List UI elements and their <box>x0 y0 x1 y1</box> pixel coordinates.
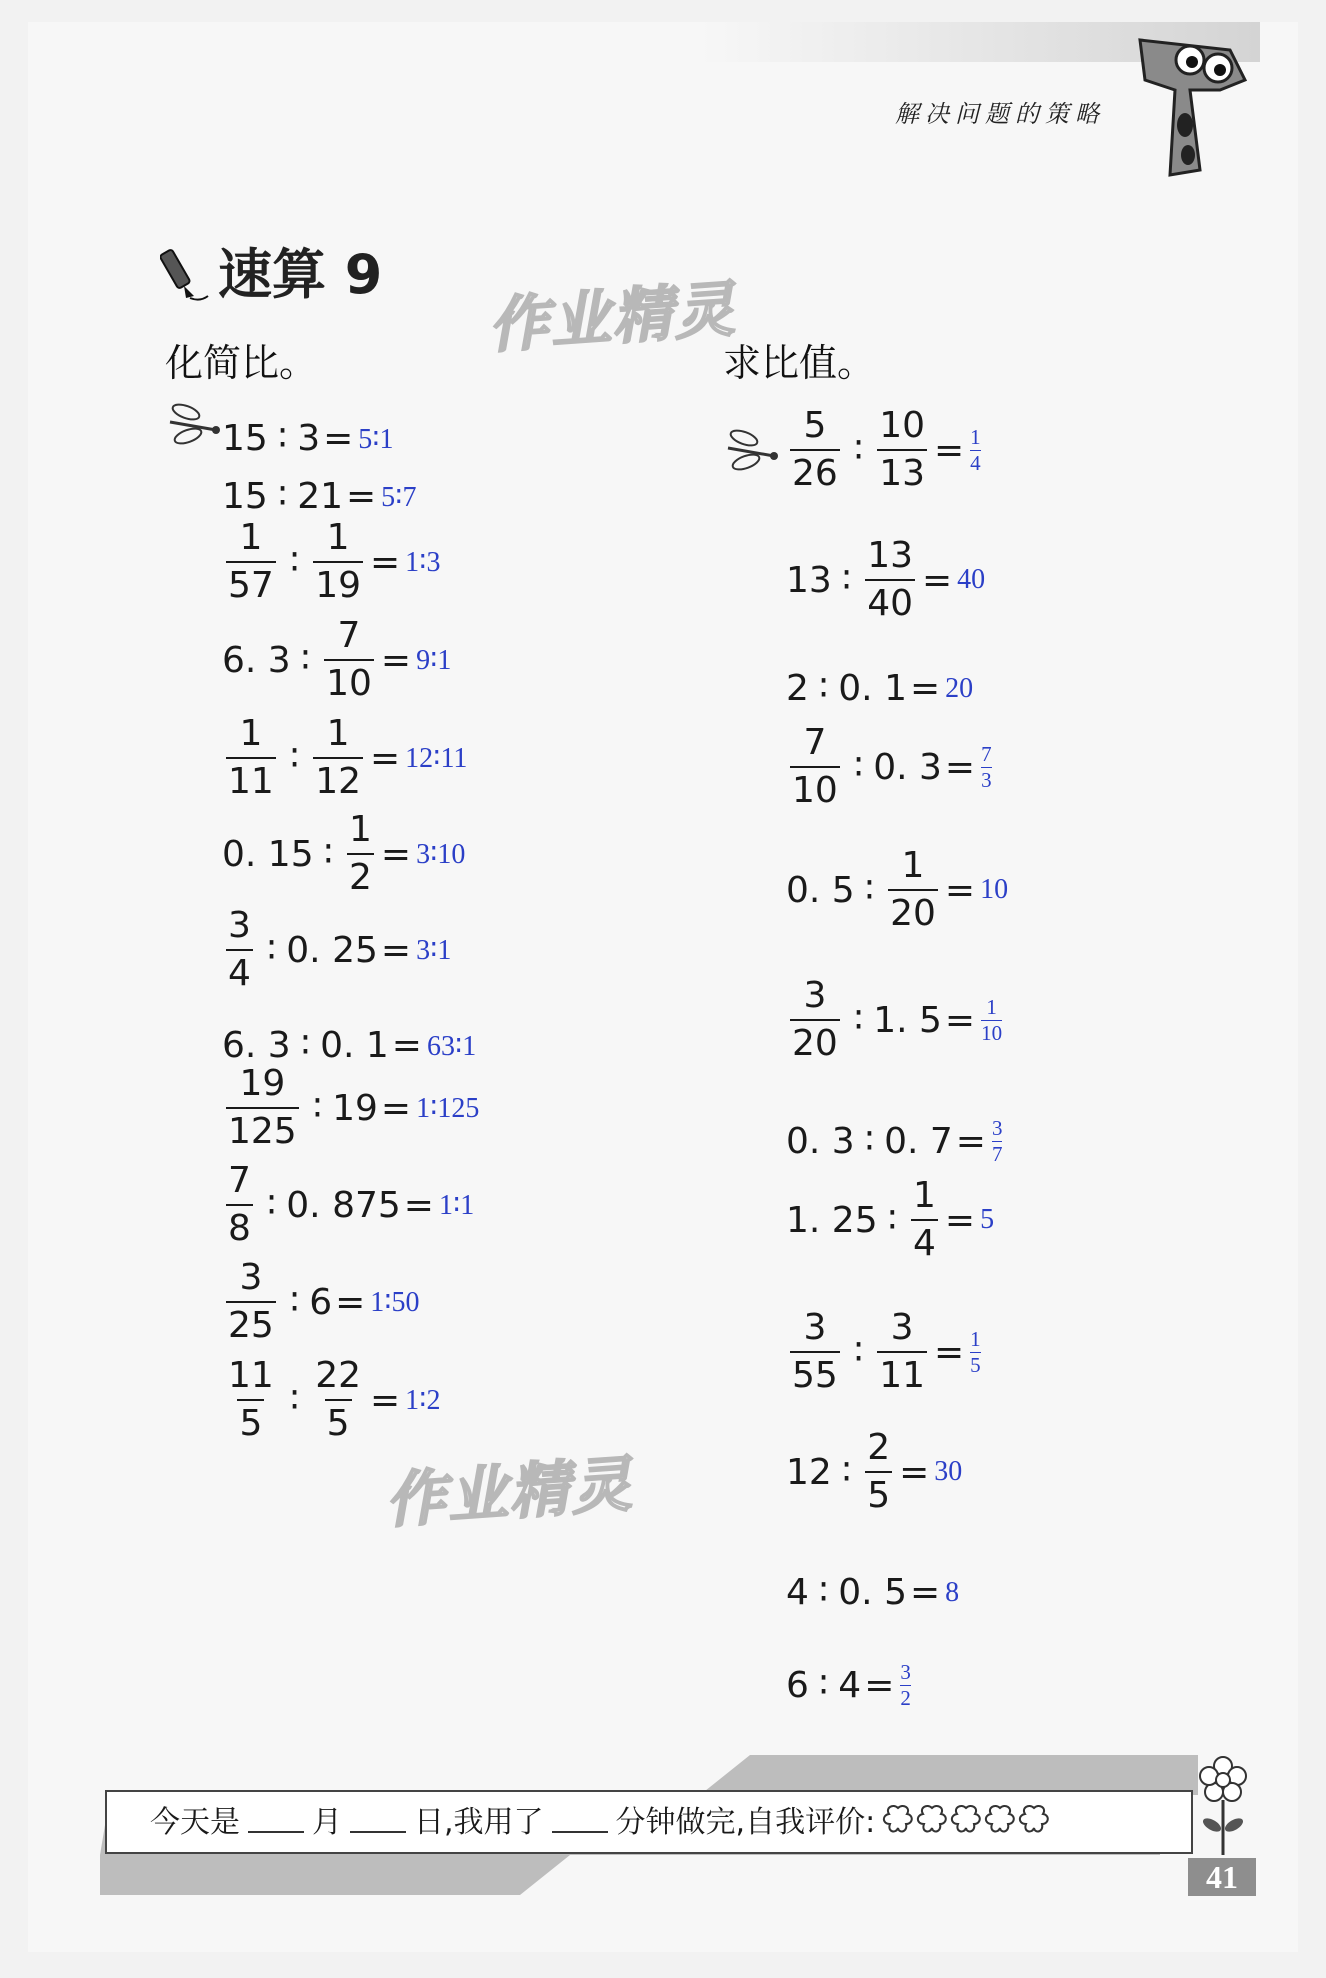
pencil-icon <box>160 246 212 304</box>
denominator: 25 <box>226 1301 276 1344</box>
term-a: 2 <box>786 668 809 709</box>
numerator: 3 <box>890 1307 914 1348</box>
term-b: 0. 1 <box>838 668 907 709</box>
section-title: 速算 9 <box>218 243 383 306</box>
term-b: 0. 3 <box>873 746 942 788</box>
numerator: 2 <box>867 1427 891 1468</box>
term-a: 0. 15 <box>222 833 314 875</box>
fraction-term-b <box>865 1427 892 1516</box>
term-a: 15 <box>222 476 268 517</box>
ratio-problem <box>786 975 1003 1064</box>
fraction-term-b <box>865 535 915 624</box>
equals-sign: = <box>370 737 401 779</box>
equals-sign: = <box>864 1665 895 1706</box>
term-a: 15 <box>222 418 268 459</box>
numerator: 7 <box>337 615 361 656</box>
equals-sign: = <box>391 1025 422 1066</box>
ratio-problem <box>786 722 992 811</box>
denominator: 125 <box>226 1107 299 1150</box>
rating-flower-icon[interactable] <box>915 1804 949 1834</box>
numerator: 13 <box>867 535 913 576</box>
fraction-term-b <box>324 615 374 704</box>
term-a: 0. 5 <box>786 869 855 911</box>
ratio-problem <box>786 1572 959 1613</box>
denominator: 13 <box>877 449 927 492</box>
denominator: 2 <box>900 1686 911 1710</box>
numerator: 3 <box>228 905 251 946</box>
equals-sign: = <box>370 541 401 583</box>
denominator: 10 <box>790 766 840 809</box>
handwritten-answer: 40 <box>957 564 986 595</box>
equals-sign: = <box>323 418 354 459</box>
fraction-term-b <box>911 1175 938 1264</box>
fraction-term-a <box>226 905 253 994</box>
denominator: 5 <box>325 1399 352 1442</box>
ratio-colon: ∶ <box>841 1451 852 1493</box>
equals-sign: = <box>346 476 377 517</box>
ratio-problem <box>222 713 468 802</box>
term-b: 0. 5 <box>838 1572 907 1613</box>
equals-sign: = <box>934 429 965 471</box>
numerator: 1 <box>986 994 997 1019</box>
ratio-problem <box>786 405 981 494</box>
ratio-colon: ∶ <box>289 737 300 779</box>
ratio-colon: ∶ <box>818 1572 829 1613</box>
flower-icon <box>1188 1755 1258 1865</box>
ratio-colon: ∶ <box>853 429 864 471</box>
watermark-text: 作业精灵 <box>383 1449 636 1537</box>
term-b: 0. 7 <box>884 1121 953 1162</box>
fraction-term-b <box>888 845 938 934</box>
numerator: 1 <box>901 845 925 886</box>
denominator: 12 <box>313 757 363 800</box>
term-a: 4 <box>786 1572 809 1613</box>
ratio-problem <box>786 1175 995 1264</box>
denominator: 5 <box>865 1471 892 1514</box>
handwritten-answer: 20 <box>945 672 974 704</box>
fraction-term-a <box>226 517 276 606</box>
ratio-colon: ∶ <box>853 1331 864 1373</box>
ratio-problem <box>786 1662 911 1709</box>
ratio-colon: ∶ <box>323 833 333 875</box>
equals-sign: = <box>909 668 941 709</box>
denominator: 5 <box>237 1399 264 1442</box>
ratio-colon: ∶ <box>864 1121 875 1162</box>
ratio-problem <box>222 476 416 517</box>
term-b: 0. 1 <box>320 1025 389 1066</box>
rating-flower-icon[interactable] <box>1017 1804 1051 1834</box>
handwritten-answer-fraction <box>900 1662 911 1709</box>
dragonfly-icon <box>720 428 780 478</box>
ratio-problem <box>786 668 973 709</box>
fraction-term-a <box>226 713 276 802</box>
ratio-colon: ∶ <box>853 746 864 788</box>
ratio-colon: ∶ <box>864 869 875 911</box>
denominator: 10 <box>981 1020 1003 1045</box>
footer-text-month: 月 <box>312 1805 342 1840</box>
numerator: 11 <box>228 1355 274 1396</box>
denominator: 20 <box>888 889 938 932</box>
ratio-problem <box>222 1025 476 1066</box>
ratio-problem <box>786 1307 981 1396</box>
ratio-colon: ∶ <box>277 476 288 517</box>
term-b: 21 <box>297 476 343 517</box>
chapter-title: 解决问题的策略 <box>895 100 1105 128</box>
footer-text-today: 今天是 <box>150 1805 240 1840</box>
ratio-colon: ∶ <box>300 1025 311 1066</box>
ratio-problem <box>222 1160 475 1249</box>
term-a: 12 <box>786 1451 832 1493</box>
denominator: 11 <box>877 1351 927 1394</box>
term-a: 13 <box>786 559 832 601</box>
ratio-colon: ∶ <box>887 1199 897 1241</box>
handwritten-answer-fraction <box>992 1118 1003 1165</box>
term-a: 6. 3 <box>222 639 291 681</box>
handwritten-answer: 5∶1 <box>358 423 394 455</box>
handwritten-answer: 5 <box>980 1204 995 1235</box>
ratio-problem <box>786 535 986 624</box>
handwritten-answer: 10 <box>980 874 1009 905</box>
equals-sign: = <box>380 929 412 971</box>
page-number: 41 <box>1188 1858 1256 1896</box>
fraction-term-a <box>226 1355 276 1444</box>
fraction-term-b <box>877 405 927 494</box>
handwritten-answer: 3∶10 <box>416 839 466 870</box>
rating-flower-icon[interactable] <box>881 1804 915 1834</box>
numerator: 7 <box>228 1160 251 1201</box>
denominator: 11 <box>226 757 276 800</box>
term-b: 0. 875 <box>286 1184 401 1226</box>
fraction-term-a <box>790 975 840 1064</box>
denominator: 19 <box>313 561 363 604</box>
numerator: 1 <box>970 1326 981 1351</box>
handwritten-answer: 5∶7 <box>381 481 417 513</box>
term-b: 0. 25 <box>286 929 378 971</box>
fraction-term-b <box>313 1355 363 1444</box>
handwritten-answer: 9∶1 <box>416 645 452 676</box>
ratio-problem <box>222 1257 420 1346</box>
ratio-colon: ∶ <box>266 929 277 971</box>
denominator: 7 <box>991 1142 1003 1166</box>
left-heading: 化简比。 <box>165 341 318 385</box>
equals-sign: = <box>944 746 976 788</box>
numerator: 1 <box>239 517 263 558</box>
handwritten-answer: 1∶3 <box>405 547 441 578</box>
numerator: 7 <box>803 722 827 763</box>
ratio-colon: ∶ <box>289 1379 300 1421</box>
numerator: 1 <box>326 517 350 558</box>
handwritten-answer: 1∶1 <box>438 1190 475 1221</box>
term-b: 3 <box>297 418 321 459</box>
numerator: 3 <box>803 1307 827 1348</box>
handwritten-answer-fraction <box>981 741 992 792</box>
denominator: 8 <box>226 1204 253 1247</box>
equals-sign: = <box>380 1087 412 1129</box>
handwritten-answer: 30 <box>934 1456 963 1487</box>
numerator: 22 <box>315 1355 361 1396</box>
ratio-problem <box>786 845 1009 934</box>
numerator: 1 <box>326 713 350 754</box>
term-b: 19 <box>332 1087 378 1129</box>
handwritten-answer: 1∶50 <box>370 1287 420 1318</box>
fraction-term-b <box>877 1307 927 1396</box>
equals-sign: = <box>944 1199 976 1241</box>
rating-flower-icon[interactable] <box>949 1804 983 1834</box>
handwritten-answer: 63∶1 <box>426 1030 477 1062</box>
denominator: 55 <box>790 1351 840 1394</box>
ratio-problem <box>222 1355 441 1444</box>
equals-sign: = <box>934 1331 965 1373</box>
ratio-colon: ∶ <box>853 999 864 1041</box>
term-b: 4 <box>838 1665 862 1706</box>
denominator: 3 <box>981 767 992 792</box>
ratio-problem <box>222 809 466 898</box>
ratio-colon: ∶ <box>818 1665 829 1706</box>
ratio-problem <box>222 517 441 606</box>
right-heading: 求比值。 <box>723 341 876 385</box>
denominator: 2 <box>347 853 374 896</box>
ratio-problem <box>222 615 452 704</box>
fraction-term-a <box>226 1160 253 1249</box>
ratio-problem <box>786 1427 963 1516</box>
numerator: 19 <box>239 1063 286 1104</box>
ratio-problem <box>222 1063 480 1152</box>
giraffe-illustration <box>1130 20 1310 220</box>
numerator: 1 <box>239 713 263 754</box>
numerator: 3 <box>991 1116 1003 1140</box>
fraction-term-a <box>790 1307 840 1396</box>
ratio-colon: ∶ <box>818 668 829 709</box>
numerator: 10 <box>879 405 925 446</box>
fraction-term-b <box>313 713 363 802</box>
ratio-colon: ∶ <box>300 639 311 681</box>
denominator: 5 <box>970 1352 981 1377</box>
denominator: 4 <box>226 949 253 992</box>
term-a: 0. 3 <box>786 1121 855 1162</box>
equals-sign: = <box>370 1379 401 1421</box>
equals-sign: = <box>909 1572 941 1613</box>
denominator: 40 <box>865 579 915 622</box>
numerator: 3 <box>239 1257 263 1298</box>
footer-text-used: 日,我用了 <box>414 1805 544 1840</box>
fraction-term-b <box>347 809 374 898</box>
fraction-term-a <box>226 1257 276 1346</box>
fraction-term-a <box>226 1063 299 1152</box>
equals-sign: = <box>335 1281 366 1323</box>
numerator: 3 <box>803 975 827 1016</box>
ratio-problem <box>222 905 452 994</box>
handwritten-answer: 3∶1 <box>416 935 452 966</box>
dragonfly-icon <box>162 402 222 452</box>
denominator: 4 <box>911 1219 938 1262</box>
equals-sign: = <box>380 639 412 681</box>
minutes-blank[interactable] <box>552 1805 608 1833</box>
ratio-colon: ∶ <box>277 418 288 459</box>
month-blank[interactable] <box>248 1805 304 1833</box>
fraction-term-a <box>790 722 840 811</box>
equals-sign: = <box>403 1184 434 1226</box>
completion-record <box>150 1797 1051 1841</box>
handwritten-answer-fraction <box>981 994 1003 1045</box>
numerator: 1 <box>348 809 372 850</box>
denominator: 10 <box>324 659 374 702</box>
denominator: 4 <box>970 450 981 475</box>
denominator: 20 <box>790 1019 840 1062</box>
denominator: 26 <box>790 449 840 492</box>
numerator: 5 <box>803 405 827 446</box>
numerator: 1 <box>970 424 981 449</box>
equals-sign: = <box>955 1121 986 1162</box>
equals-sign: = <box>380 833 412 875</box>
ratio-colon: ∶ <box>289 1281 300 1323</box>
equals-sign: = <box>944 999 976 1041</box>
handwritten-answer: 8 <box>945 1576 960 1608</box>
handwritten-answer: 12∶11 <box>405 743 468 774</box>
self-rating[interactable] <box>881 1804 1051 1834</box>
day-blank[interactable] <box>350 1805 406 1833</box>
ratio-problem <box>222 418 394 459</box>
numerator: 3 <box>900 1660 911 1684</box>
fraction-term-b <box>313 517 363 606</box>
handwritten-answer-fraction <box>970 424 981 475</box>
equals-sign: = <box>899 1451 930 1493</box>
term-b: 1. 5 <box>873 999 942 1041</box>
ratio-problem <box>786 1118 1002 1165</box>
denominator: 57 <box>226 561 276 604</box>
rating-flower-icon[interactable] <box>983 1804 1017 1834</box>
fraction-term-a <box>790 405 840 494</box>
watermark-text: 作业精灵 <box>486 274 739 362</box>
handwritten-answer: 1∶2 <box>405 1385 441 1416</box>
numerator: 7 <box>981 741 992 766</box>
ratio-colon: ∶ <box>289 541 300 583</box>
ratio-colon: ∶ <box>841 559 852 601</box>
handwritten-answer-fraction <box>970 1326 981 1377</box>
term-a: 6 <box>786 1665 809 1706</box>
term-a: 6. 3 <box>222 1025 291 1066</box>
ratio-colon: ∶ <box>312 1087 323 1129</box>
footer-text-eval: 分钟做完,自我评价: <box>615 1805 876 1840</box>
term-b: 6 <box>309 1281 333 1323</box>
term-a: 1. 25 <box>786 1199 878 1241</box>
ratio-colon: ∶ <box>266 1184 277 1226</box>
equals-sign: = <box>922 559 953 601</box>
equals-sign: = <box>944 869 976 911</box>
handwritten-answer: 1∶125 <box>416 1093 480 1124</box>
numerator: 1 <box>912 1175 936 1216</box>
